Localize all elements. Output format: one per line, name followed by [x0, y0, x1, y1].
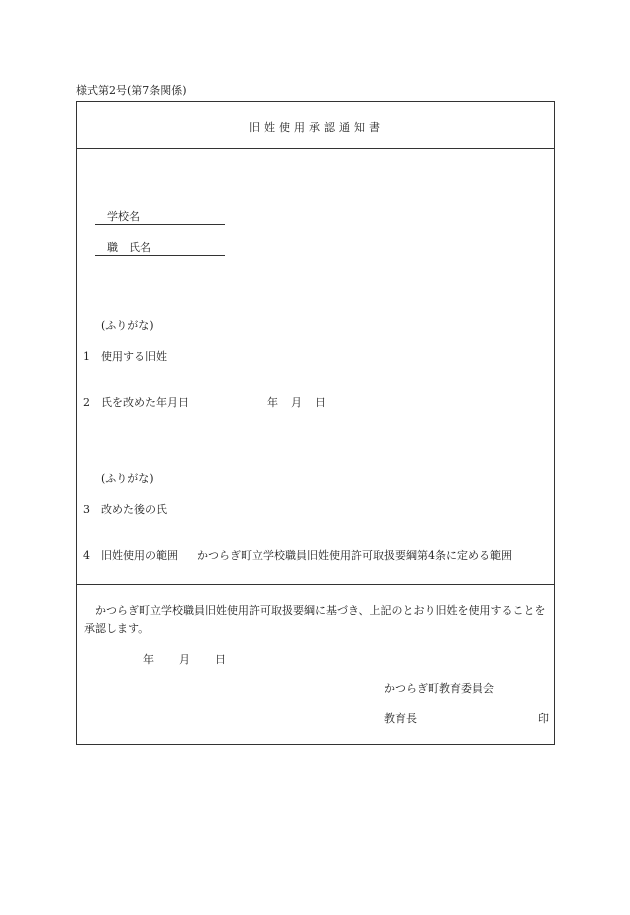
item-1-number: 1 [83, 350, 90, 363]
item-4-number: 4 [83, 549, 90, 562]
item-4-value: かつらぎ町立学校職員旧姓使用許可取扱要綱第4条に定める範囲 [197, 549, 512, 562]
item-4-label: 旧姓使用の範囲 [101, 549, 178, 562]
approval-text: かつらぎ町立学校職員旧姓使用許可取扱要綱に基づき、上記のとおり旧姓を使用することを承認します。 [84, 604, 546, 635]
form-title: 旧姓使用承認通知書 [249, 121, 384, 134]
approval-year: 年 [143, 653, 154, 666]
approval-month: 月 [179, 653, 190, 666]
item-1-label: 使用する旧姓 [101, 350, 167, 363]
issuer-name: かつらぎ町教育委員会 [384, 682, 494, 695]
staff-name-underline [95, 255, 225, 256]
item-3-number: 3 [83, 503, 90, 516]
item-3-label: 改めた後の氏 [101, 503, 167, 516]
form-number: 様式第2号(第7条関係) [76, 84, 187, 97]
furigana-label-1: (ふりがな) [101, 319, 154, 332]
item-2-number: 2 [83, 396, 90, 409]
superintendent-label: 教育長 [384, 712, 417, 725]
approval-day: 日 [215, 653, 226, 666]
school-name-label: 学校名 [107, 210, 140, 223]
item-2-label: 氏を改めた年月日 [101, 396, 189, 409]
item-2-month: 月 [291, 396, 302, 409]
notice-form [76, 101, 555, 745]
seal-mark: 印 [538, 712, 549, 725]
item-2-day: 日 [315, 396, 326, 409]
school-name-underline [95, 224, 225, 225]
title-divider [77, 148, 554, 149]
item-2-year: 年 [267, 396, 278, 409]
approval-divider [77, 584, 554, 585]
staff-name-label: 職 氏名 [107, 241, 151, 254]
furigana-label-2: (ふりがな) [101, 472, 154, 485]
